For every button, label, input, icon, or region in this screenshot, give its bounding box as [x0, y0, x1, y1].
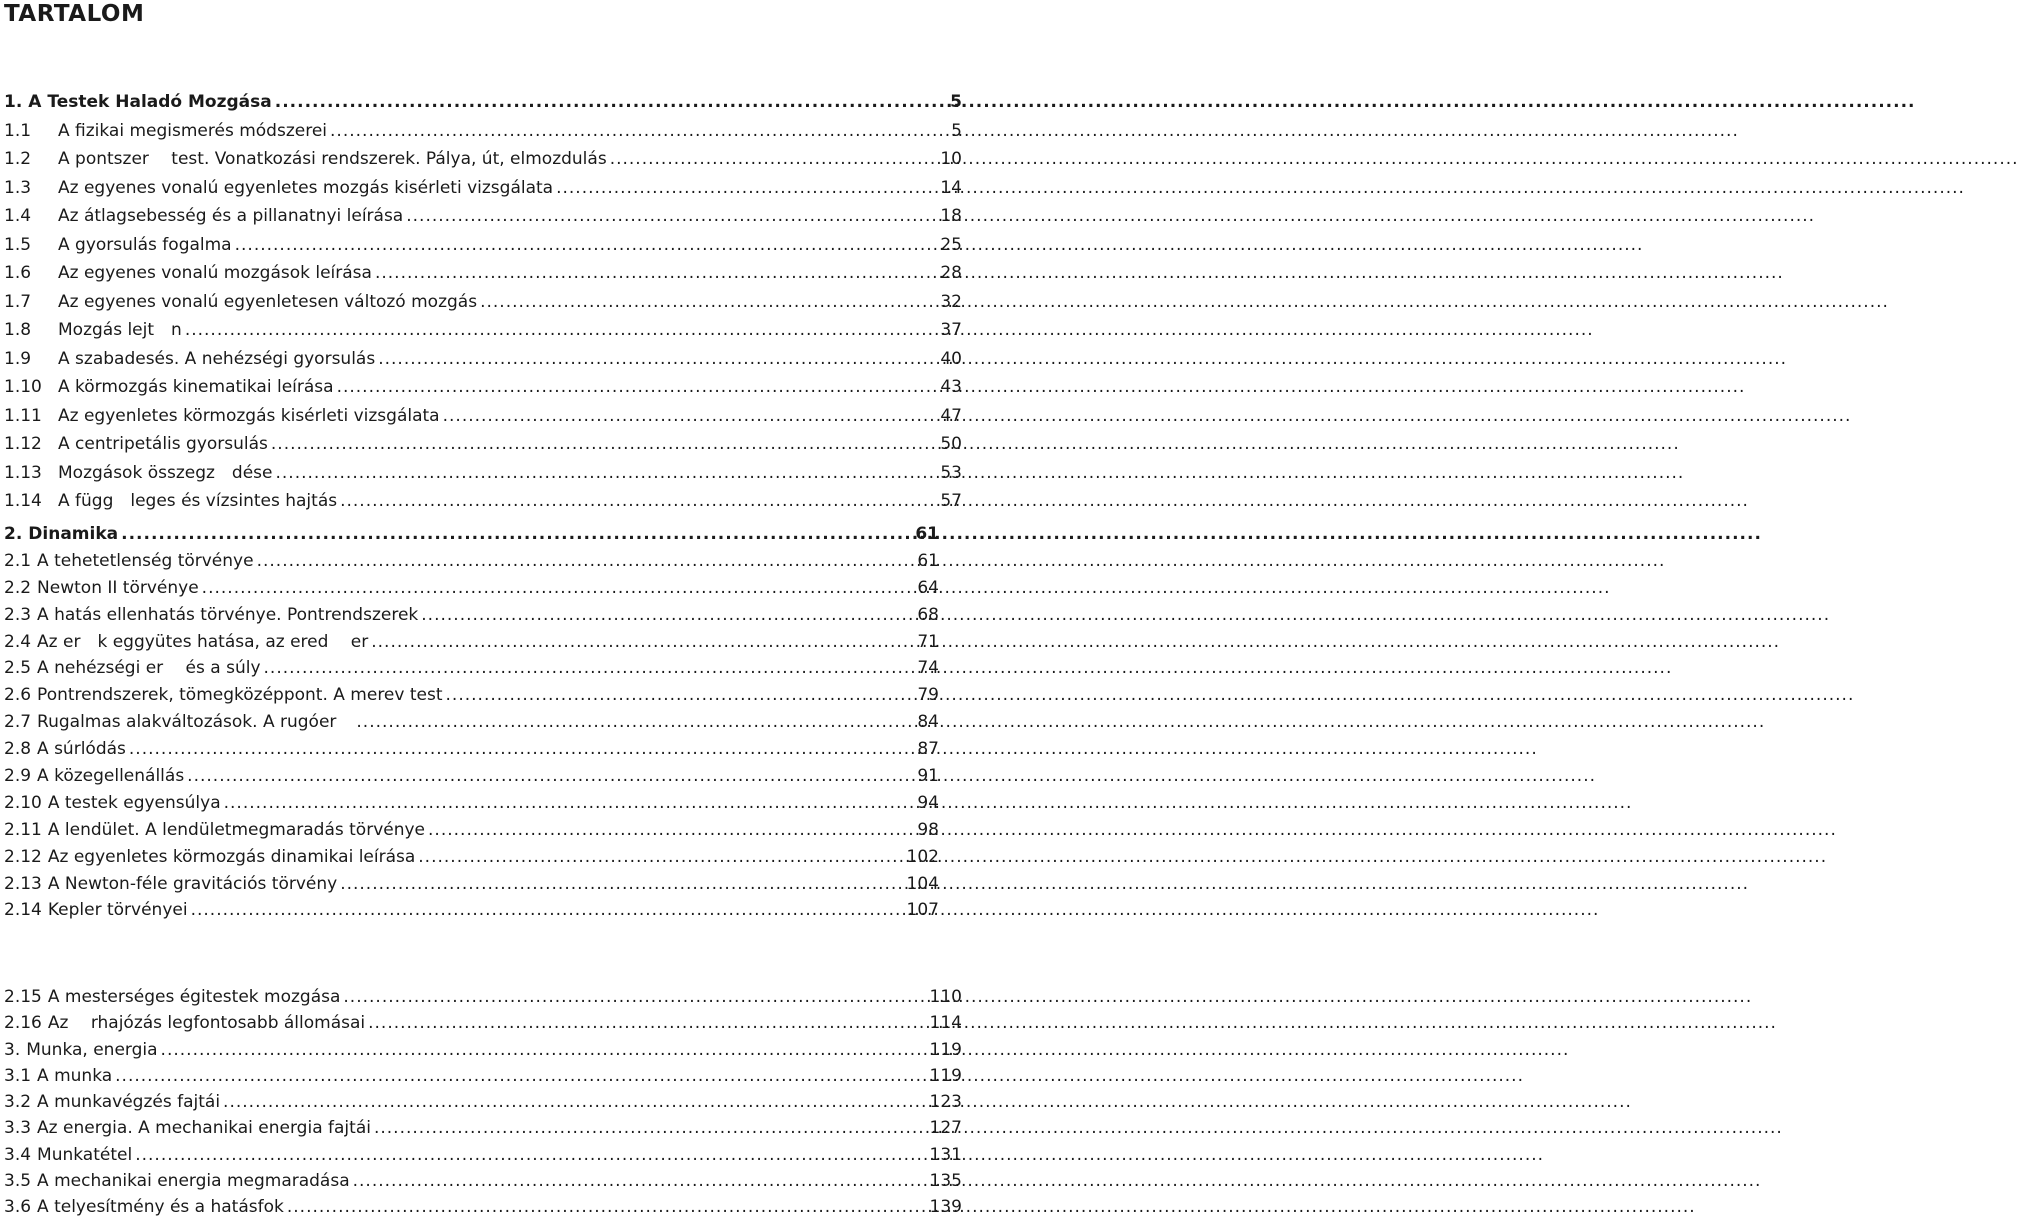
- toc-entry[interactable]: [4, 1010, 962, 1036]
- toc-entry[interactable]: [4, 373, 962, 402]
- toc-dot-leader: [480, 288, 937, 317]
- toc-entry-title: Kepler törvényei: [47, 900, 188, 921]
- toc-entry[interactable]: [4, 844, 939, 871]
- toc-dot-leader: [343, 984, 926, 1010]
- toc-entry-title: Newton II törvénye: [37, 577, 199, 598]
- toc-block-chapter-2: [4, 521, 939, 924]
- toc-entry-title: A szabadesés. A nehézségi gyorsulás: [58, 348, 376, 369]
- toc-entry[interactable]: [4, 430, 962, 459]
- toc-entry-number: 1.10: [4, 377, 42, 397]
- toc-dot-leader: [191, 897, 904, 924]
- toc-dot-leader: [202, 575, 915, 602]
- toc-entry-title: Az átlagsebesség és a pillanatnyi leírása: [58, 206, 404, 226]
- toc-entry-number: 1.2: [4, 149, 32, 169]
- toc-entry-number: 1.11: [4, 405, 42, 426]
- toc-entry-title: Az egyenes vonalú mozgások leírása: [58, 263, 372, 283]
- toc-entry-number: 2.15: [4, 987, 42, 1007]
- toc-entry-number: 1.4: [4, 206, 32, 226]
- toc-entry[interactable]: [4, 202, 962, 231]
- toc-entry-number: 2.10: [4, 792, 42, 813]
- toc-entry-number: 3.1: [4, 1065, 32, 1086]
- toc-entry[interactable]: [4, 1168, 962, 1194]
- toc-entry-title: A telyesítmény és a hatásfok: [37, 1197, 284, 1218]
- toc-entry-title: A munka: [37, 1065, 113, 1086]
- toc-entry-page: 110: [929, 987, 962, 1007]
- toc-entry-page: 10: [940, 149, 962, 169]
- toc-entry[interactable]: [4, 871, 939, 898]
- toc-entry-title: A nehézségi er és a súly: [37, 658, 261, 679]
- toc-entry-title: A közegellenállás: [37, 766, 185, 787]
- toc-entry[interactable]: [4, 602, 939, 629]
- toc-entry-page: 53: [940, 462, 962, 483]
- toc-entry-title: Az egyenletes körmozgás kisérleti vizsgálata: [58, 405, 440, 426]
- toc-entry-page: 71: [917, 631, 939, 652]
- toc-entry-number: 2.3: [4, 604, 32, 625]
- toc-entry-title: Rugalmas alakváltozások. A rugóer: [37, 712, 354, 733]
- toc-entry-number: 2.12: [4, 846, 42, 867]
- toc-entry-number: 2.14: [4, 900, 42, 921]
- toc-entry[interactable]: [4, 736, 939, 763]
- toc-entry[interactable]: [4, 655, 939, 682]
- toc-dot-leader: [224, 790, 915, 817]
- toc-entry-page: 37: [940, 320, 962, 340]
- toc-entry-page: 104: [906, 873, 939, 894]
- toc-entry-title: Pontrendszerek, tömegközéppont. A merev test: [37, 685, 443, 706]
- toc-entry-page: 74: [917, 658, 939, 679]
- toc-entry-number: 2.: [4, 524, 23, 544]
- toc-entry-page: 50: [940, 434, 962, 454]
- toc-entry-page: 87: [917, 739, 939, 760]
- toc-entry-title: A Testek Haladó Mozgása: [28, 92, 272, 112]
- toc-entry-number: 2.1: [4, 550, 32, 571]
- toc-entry-page: 32: [940, 291, 962, 312]
- toc-entry-page: 102: [906, 846, 939, 867]
- toc-entry-title: Az energia. A mechanikai energia fajtái: [37, 1118, 371, 1139]
- toc-entry-title: Az egyenes vonalú egyenletesen változó mozgás: [58, 291, 478, 312]
- toc-entry[interactable]: [4, 288, 962, 317]
- toc-entry-number: 1.7: [4, 291, 32, 312]
- toc-dot-leader: [135, 1142, 926, 1168]
- toc-entry[interactable]: [4, 984, 962, 1010]
- toc-dot-leader: [610, 145, 938, 174]
- toc-dot-leader: [556, 174, 937, 203]
- toc-entry-page: 139: [929, 1197, 962, 1218]
- toc-dot-leader: [257, 548, 915, 575]
- toc-dot-leader: [330, 117, 948, 146]
- toc-entry-number: 2.16: [4, 1013, 42, 1034]
- toc-dot-leader: [223, 1089, 927, 1115]
- toc-entry-page: 61: [915, 524, 939, 544]
- toc-entry-page: 94: [917, 792, 939, 813]
- toc-dot-leader: [129, 736, 914, 763]
- toc-dot-leader: [115, 1063, 926, 1089]
- toc-dot-leader: [428, 817, 914, 844]
- toc-entry[interactable]: [4, 575, 939, 602]
- toc-entry[interactable]: [4, 1194, 962, 1220]
- toc-entry-page: 5: [950, 92, 962, 112]
- toc-entry-page: 47: [940, 405, 962, 426]
- toc-entry-title: A Newton-féle gravitációs törvény: [47, 873, 338, 894]
- toc-entry-number: 2.9: [4, 766, 32, 787]
- toc-dot-leader: [340, 487, 937, 516]
- toc-entry-page: 5: [951, 120, 962, 141]
- toc-entry-title: A súrlódás: [37, 739, 126, 760]
- toc-dot-leader: [446, 682, 915, 709]
- toc-chapter-entry[interactable]: [4, 88, 962, 117]
- toc-entry[interactable]: [4, 1115, 962, 1141]
- toc-dot-leader: [371, 629, 914, 656]
- toc-dot-leader: [356, 709, 914, 736]
- toc-entry[interactable]: [4, 1142, 962, 1168]
- toc-entry-number: 2.11: [4, 819, 42, 840]
- toc-entry-title: Munka, energia: [26, 1039, 158, 1060]
- toc-entry[interactable]: [4, 763, 939, 790]
- toc-entry-title: A lendület. A lendületmegmaradás törvénye: [47, 819, 426, 840]
- toc-entry-number: 3.6: [4, 1197, 32, 1218]
- toc-entry[interactable]: [4, 487, 962, 516]
- toc-entry-number: 2.7: [4, 712, 32, 733]
- toc-entry-page: 127: [929, 1118, 962, 1139]
- toc-entry-title: Munkatétel: [37, 1144, 133, 1165]
- toc-dot-leader: [121, 521, 912, 548]
- toc-dot-leader: [275, 459, 937, 488]
- toc-dot-leader: [406, 202, 937, 231]
- toc-dot-leader: [375, 259, 937, 288]
- toc-entry-number: 2.4: [4, 631, 32, 652]
- toc-entry-number: 1.13: [4, 462, 42, 483]
- toc-dot-leader: [185, 316, 938, 345]
- toc-entry-page: 107: [906, 900, 939, 921]
- toc-entry[interactable]: [4, 145, 962, 174]
- toc-entry-title: A tehetetlenség törvénye: [37, 550, 254, 571]
- toc-entry-page: 40: [940, 348, 962, 369]
- toc-entry-page: 84: [917, 712, 939, 733]
- toc-entry-number: 1.9: [4, 348, 32, 369]
- toc-dot-leader: [264, 655, 915, 682]
- toc-chapter-entry[interactable]: [4, 521, 939, 548]
- toc-dot-leader: [421, 602, 914, 629]
- toc-entry-number: 2.5: [4, 658, 32, 679]
- toc-dot-leader: [235, 231, 938, 260]
- toc-entry-page: 119: [929, 1039, 962, 1060]
- toc-entry-number: 2.6: [4, 685, 32, 706]
- toc-dot-leader: [418, 844, 903, 871]
- toc-entry[interactable]: [4, 459, 962, 488]
- toc-entry[interactable]: [4, 117, 962, 146]
- toc-entry-title: A gyorsulás fogalma: [58, 234, 232, 255]
- toc-entry-number: 1.6: [4, 263, 32, 283]
- toc-entry-page: 91: [917, 766, 939, 787]
- toc-entry-title: Az egyenletes körmozgás dinamikai leírása: [47, 846, 416, 867]
- toc-dot-leader: [443, 402, 938, 431]
- toc-dot-leader: [340, 871, 903, 898]
- toc-entry-page: 68: [917, 604, 939, 625]
- toc-dot-leader: [353, 1168, 927, 1194]
- toc-entry-title: Mozgás lejt n: [58, 320, 182, 340]
- toc-entry-page: 25: [940, 234, 962, 255]
- toc-entry-title: A mesterséges égitestek mozgása: [47, 987, 341, 1007]
- toc-entry-title: A testek egyensúlya: [47, 792, 221, 813]
- toc-entry-page: 123: [929, 1092, 962, 1113]
- toc-entry-page: 57: [940, 491, 962, 511]
- toc-entry[interactable]: [4, 174, 962, 203]
- toc-entry-title: A mechanikai energia megmaradása: [37, 1171, 350, 1192]
- toc-entry-number: 1.14: [4, 491, 42, 511]
- toc-entry[interactable]: [4, 790, 939, 817]
- toc-entry[interactable]: [4, 259, 962, 288]
- toc-entry-number: 2.2: [4, 577, 32, 598]
- toc-dot-leader: [374, 1115, 927, 1141]
- toc-entry-title: Az er k eggyütes hatása, az ered er: [37, 631, 369, 652]
- toc-entry-title: A függ leges és vízsintes hajtás: [58, 491, 338, 511]
- toc-block-chapter-1: [4, 88, 962, 516]
- toc-entry-page: 114: [929, 1013, 962, 1034]
- toc-entry-page: 14: [940, 177, 962, 198]
- toc-entry[interactable]: [4, 1037, 962, 1063]
- toc-dot-leader: [378, 345, 937, 374]
- toc-dot-leader: [275, 88, 947, 117]
- toc-dot-leader: [271, 430, 937, 459]
- toc-entry-title: A hatás ellenhatás törvénye. Pontrendszerek: [37, 604, 419, 625]
- toc-entry-title: A körmozgás kinematikai leírása: [58, 377, 334, 397]
- toc-entry-title: A centripetális gyorsulás: [58, 434, 268, 454]
- toc-entry-number: 1.8: [4, 320, 32, 340]
- toc-entry-title: Dinamika: [28, 524, 119, 544]
- page-title: TARTALOM: [4, 1, 145, 27]
- toc-entry-page: 61: [917, 550, 939, 571]
- toc-entry[interactable]: [4, 231, 962, 260]
- toc-entry-title: Mozgások összegz dése: [58, 462, 273, 483]
- toc-entry-page: 119: [929, 1065, 962, 1086]
- toc-entry-number: 3.3: [4, 1118, 32, 1139]
- toc-entry[interactable]: [4, 682, 939, 709]
- toc-entry-title: A fizikai megismerés módszerei: [58, 120, 328, 141]
- toc-block-chapter-2-3: [4, 984, 962, 1221]
- toc-entry[interactable]: [4, 402, 962, 431]
- toc-entry-title: Az egyenes vonalú egyenletes mozgás kisérleti vizsgálata: [58, 177, 554, 198]
- toc-entry[interactable]: [4, 817, 939, 844]
- toc-entry[interactable]: [4, 629, 939, 656]
- toc-entry[interactable]: [4, 709, 939, 736]
- toc-entry-page: 43: [940, 377, 962, 397]
- toc-entry-page: 18: [940, 206, 962, 226]
- toc-entry-number: 3.4: [4, 1144, 32, 1165]
- toc-dot-leader: [161, 1037, 927, 1063]
- toc-dot-leader: [287, 1194, 927, 1220]
- toc-entry[interactable]: [4, 1063, 962, 1089]
- toc-entry-number: 3.5: [4, 1171, 32, 1192]
- toc-entry-title: A munkavégzés fajtái: [37, 1092, 221, 1113]
- toc-entry-title: Az rhajózás legfontosabb állomásai: [47, 1013, 366, 1034]
- toc-entry-page: 98: [917, 819, 939, 840]
- toc-entry-page: 64: [917, 577, 939, 598]
- toc-entry-page: 79: [917, 685, 939, 706]
- toc-entry-number: 1.: [4, 92, 23, 112]
- toc-entry-title: A pontszer test. Vonatkozási rendszerek. Pálya, út, elmozdulás: [58, 149, 607, 169]
- toc-entry-number: 3.: [4, 1039, 21, 1060]
- toc-dot-leader: [187, 763, 914, 790]
- toc-entry[interactable]: [4, 548, 939, 575]
- toc-entry-number: 2.13: [4, 873, 42, 894]
- toc-entry-number: 1.12: [4, 434, 42, 454]
- toc-entry[interactable]: [4, 897, 939, 924]
- toc-entry[interactable]: [4, 345, 962, 374]
- toc-entry-number: 1.1: [4, 120, 32, 141]
- toc-entry[interactable]: [4, 316, 962, 345]
- toc-entry-page: 135: [929, 1171, 962, 1192]
- toc-entry[interactable]: [4, 1089, 962, 1115]
- toc-entry-page: 28: [940, 263, 962, 283]
- toc-entry-number: 1.5: [4, 234, 32, 255]
- toc-entry-number: 1.3: [4, 177, 32, 198]
- toc-entry-number: 3.2: [4, 1092, 32, 1113]
- toc-dot-leader: [337, 373, 938, 402]
- toc-dot-leader: [368, 1010, 926, 1036]
- toc-entry-page: 131: [929, 1144, 962, 1165]
- toc-entry-number: 2.8: [4, 739, 32, 760]
